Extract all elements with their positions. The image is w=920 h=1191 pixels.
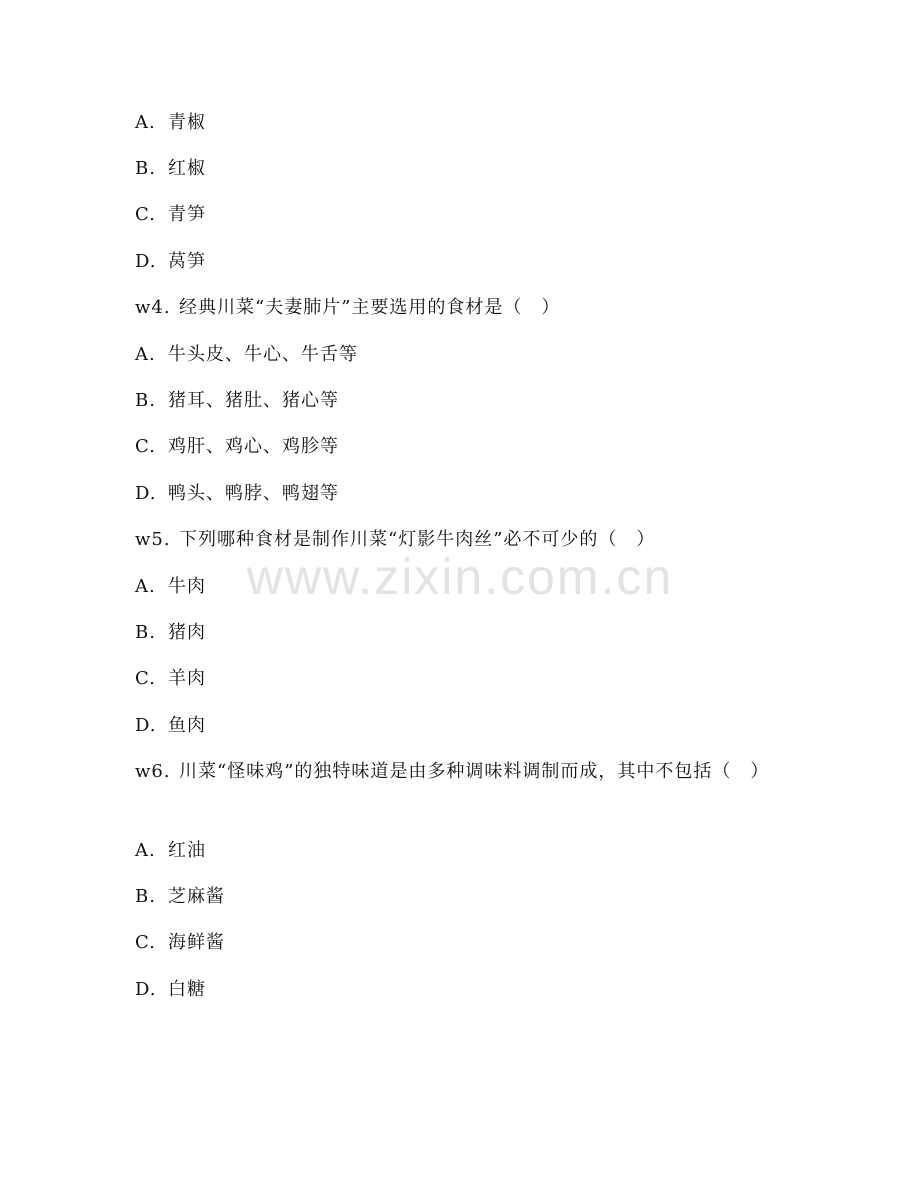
- question-text: 下列哪种食材是制作川菜“灯影牛肉丝”必不可少的（ ）: [179, 529, 656, 550]
- q5-option-d: [135, 714, 206, 738]
- watermark: www.zixin.com.cn: [246, 549, 674, 605]
- q6-option-c: [135, 931, 225, 955]
- option-b: [135, 157, 206, 181]
- option-label: A.: [135, 840, 156, 861]
- option-text: 鸭头、鸭脖、鸭翅等: [168, 483, 339, 504]
- question-6-stem: [135, 758, 785, 786]
- q5-option-a: [135, 575, 206, 599]
- option-text: 牛肉: [168, 576, 206, 597]
- option-text: 红油: [168, 840, 206, 861]
- option-label: B.: [135, 886, 156, 907]
- q4-option-a: [135, 343, 358, 367]
- question-4-stem: [135, 296, 785, 320]
- option-label: C.: [135, 204, 156, 225]
- option-label: A.: [135, 576, 156, 597]
- option-text: 鸡肝、鸡心、鸡胗等: [168, 436, 339, 457]
- option-d: [135, 250, 206, 274]
- option-label: B.: [135, 158, 156, 179]
- option-label: B.: [135, 622, 156, 643]
- option-text: 猪肉: [168, 622, 206, 643]
- q6-option-a: [135, 839, 206, 863]
- option-c: [135, 203, 206, 227]
- option-label: D.: [135, 715, 157, 736]
- option-text: 芝麻酱: [168, 886, 225, 907]
- option-label: A.: [135, 344, 156, 365]
- q6-option-b: [135, 885, 225, 909]
- question-5-stem: [135, 528, 785, 552]
- q4-option-b: [135, 389, 339, 413]
- option-text: 白糖: [168, 979, 206, 1000]
- option-text: 莴笋: [168, 251, 206, 272]
- option-label: C.: [135, 932, 156, 953]
- option-label: D.: [135, 979, 157, 1000]
- option-label: A.: [135, 112, 156, 133]
- option-a: [135, 111, 206, 135]
- option-text: 海鲜酱: [168, 932, 225, 953]
- question-number: w5.: [135, 529, 171, 550]
- q6-option-d: [135, 978, 206, 1002]
- question-number: w4.: [135, 297, 171, 318]
- option-text: 猪耳、猪肚、猪心等: [168, 390, 339, 411]
- option-text: 青笋: [168, 204, 206, 225]
- option-text: 红椒: [168, 158, 206, 179]
- option-text: 牛头皮、牛心、牛舌等: [168, 344, 358, 365]
- question-text: 经典川菜“夫妻肺片”主要选用的食材是（ ）: [179, 297, 561, 318]
- question-text: 川菜“怪味鸡”的独特味道是由多种调味料调制而成，其中不包括（ ）: [179, 761, 770, 782]
- option-label: D.: [135, 483, 157, 504]
- option-text: 青椒: [168, 112, 206, 133]
- q4-option-c: [135, 435, 339, 459]
- q5-option-b: [135, 621, 206, 645]
- option-label: C.: [135, 668, 156, 689]
- option-label: D.: [135, 251, 157, 272]
- option-label: B.: [135, 390, 156, 411]
- q5-option-c: [135, 667, 206, 691]
- option-text: 鱼肉: [168, 715, 206, 736]
- option-text: 羊肉: [168, 668, 206, 689]
- option-label: C.: [135, 436, 156, 457]
- question-number: w6.: [135, 761, 171, 782]
- q4-option-d: [135, 482, 339, 506]
